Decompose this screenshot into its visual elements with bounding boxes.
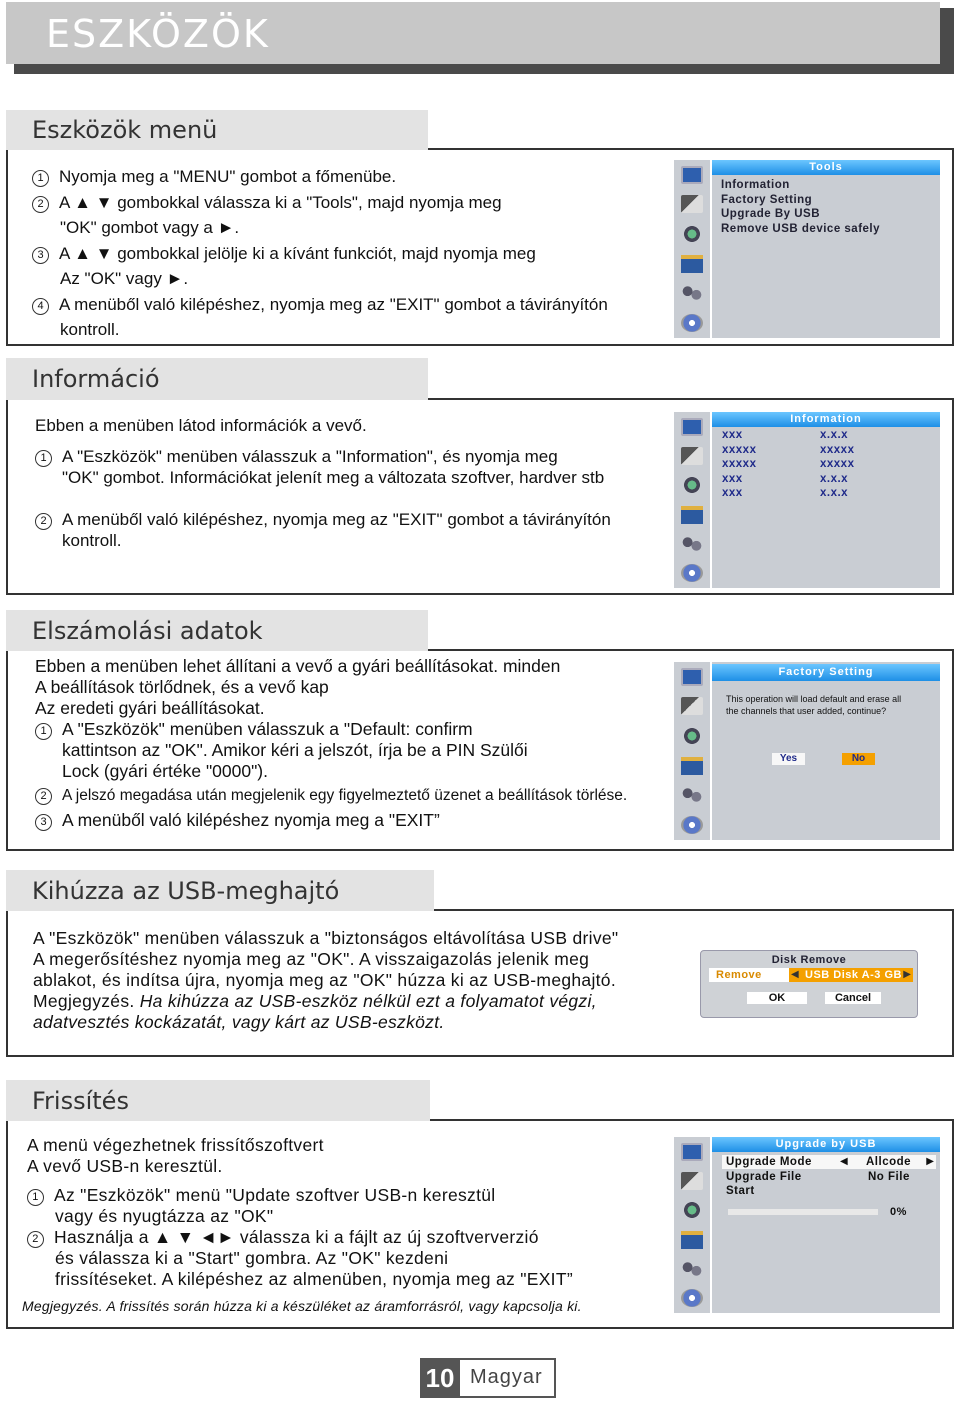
step-4-marker: 4 [32, 298, 49, 315]
upgrade-screen-title: Upgrade by USB [712, 1137, 940, 1152]
tools-screen [712, 160, 940, 338]
disk-remove-dialog [700, 950, 918, 1018]
upgrade-text [27, 1135, 573, 1290]
text-line: ablakot, és indítsa újra, nyomja meg az "OK" húzza ki az USB-meghajtó. [33, 970, 616, 990]
info-label: xxx [722, 429, 743, 441]
text-line: és válassza ki a "Start" gombra. Az "OK" kezdeni [55, 1248, 449, 1268]
people-icon [681, 786, 703, 804]
tools-icon [681, 195, 703, 213]
gear-icon [681, 225, 703, 243]
info-icon-column [674, 412, 710, 588]
info-value: x.x.x [820, 429, 849, 441]
text-line: kattintson az "OK". Amikor kéri a jelszót, írja be a PIN Szülői [62, 740, 528, 760]
information-screen [712, 412, 940, 588]
info-labels [722, 428, 756, 501]
upgrade-file-value: No File [868, 1171, 910, 1183]
information-screen-title: Information [712, 412, 940, 427]
text-line: A jelszó megadása után megjelenik egy figyelmeztető üzenet a beállítások törlése. [62, 787, 628, 804]
page-title: ESZKÖZÖK [46, 12, 270, 56]
disk-remove-title: Disk Remove [771, 954, 847, 966]
factory-screen-title: Factory Setting [712, 664, 940, 681]
factory-icon-column [674, 662, 710, 840]
arrow-right-icon[interactable]: ▶ [926, 1156, 934, 1167]
factory-text [35, 656, 627, 831]
info-value: xxxxx [820, 458, 855, 470]
text-line: Az "OK" vagy ►. [60, 269, 189, 288]
text-line: Lock (gyári értéke "0000"). [62, 761, 268, 781]
info-value: xxxxx [820, 443, 855, 456]
tools-screen-title: Tools [712, 160, 940, 175]
menu-item-information[interactable]: Information [721, 179, 790, 191]
text-line: "OK" gombot. Információkat jelenít meg a változata szoftver, hardver stb [62, 468, 605, 487]
menu-item-remove-usb[interactable]: Remove USB device safely [721, 222, 881, 235]
monitor-icon [681, 418, 703, 436]
arrow-left-icon[interactable]: ◀ [840, 1156, 848, 1167]
page-language: Magyar [470, 1366, 543, 1388]
section-title-tools-menu: Eszközök menü [6, 110, 428, 150]
usb-remove-text [33, 928, 618, 1033]
info-values [820, 428, 854, 501]
text-line: A "Eszközök" menüben válasszuk a "Information", és nyomja meg [62, 447, 558, 466]
step-2-marker: 2 [27, 1231, 44, 1248]
upgrade-note: Megjegyzés. A frissítés során húzza ki a készüléket az áramforrásról, vagy kapcsolja ki. [22, 1298, 582, 1314]
text-line: Nyomja meg a "MENU" gombot a főmenübe. [59, 167, 397, 186]
text-line: kontroll. [62, 531, 122, 550]
gear-icon [681, 727, 703, 745]
upgrade-file-label[interactable]: Upgrade File [726, 1171, 802, 1183]
people-icon [681, 1260, 703, 1278]
cancel-button[interactable]: Cancel [825, 992, 881, 1004]
info-label: xxx [722, 472, 743, 485]
gear-icon [681, 476, 703, 494]
factory-screen [712, 662, 940, 840]
note-label: Megjegyzés. [33, 991, 135, 1011]
step-1-marker: 1 [35, 723, 52, 740]
step-2-marker: 2 [35, 788, 52, 805]
info-value: x.x.x [820, 472, 849, 485]
section-title-upgrade: Frissítés [6, 1080, 430, 1121]
disk-selector[interactable] [789, 968, 913, 982]
menu-item-upgrade-usb[interactable]: Upgrade By USB [721, 208, 821, 220]
section-title-factory-setting: Elszámolási adatok [6, 610, 428, 651]
section-title-information: Információ [6, 358, 428, 400]
disc-icon [681, 1289, 703, 1307]
menu-icon-column [674, 160, 710, 338]
no-button[interactable]: No [842, 753, 875, 765]
text-line: A menüből való kilépéshez, nyomja meg az "EXIT" gombot a távirányítón [59, 294, 608, 314]
people-icon [681, 535, 703, 553]
page-number: 10 [420, 1358, 460, 1398]
folder-icon [681, 757, 703, 775]
disc-icon [681, 564, 703, 582]
text-line: A beállítások törlődnek, és a vevő kap [35, 677, 329, 697]
info-label: xxx [722, 487, 743, 499]
text-line: "OK" gombot vagy a ►. [60, 218, 240, 237]
remove-label: Remove [716, 969, 762, 981]
note-text: Ha kihúzza az USB-eszköz nélkül ezt a folyamatot végzi, [139, 991, 597, 1011]
factory-warning-line: This operation will load default and erase all [726, 694, 902, 704]
text-line: A menüből való kilépéshez nyomja meg a "EXIT” [62, 810, 440, 830]
disc-icon [681, 314, 703, 332]
text-line: A menüből való kilépéshez, nyomja meg az "EXIT" gombot a távirányítón [62, 510, 611, 529]
monitor-icon [681, 1143, 703, 1161]
step-1-marker: 1 [27, 1189, 44, 1206]
header-bar [6, 2, 940, 64]
ok-button[interactable]: OK [747, 992, 807, 1004]
progress-track [728, 1209, 878, 1215]
yes-button[interactable]: Yes [772, 753, 805, 765]
upgrade-mode-label: Upgrade Mode [726, 1156, 812, 1168]
disk-value: USB Disk A-3 GB [805, 969, 902, 981]
folder-icon [681, 506, 703, 524]
text-line: kontroll. [60, 320, 120, 339]
text-line: A "Eszközök" menüben válasszuk a "Default: confirm [62, 719, 473, 739]
tools-icon [681, 697, 703, 715]
step-3-marker: 3 [35, 814, 52, 831]
text-line: Használja a ▲ ▼ ◄► válassza ki a fájlt az új szoftververzió [54, 1227, 539, 1247]
step-1-marker: 1 [35, 450, 52, 467]
disk-remove-row[interactable] [709, 968, 913, 982]
people-icon [681, 284, 703, 302]
upgrade-mode-value: Allcode [866, 1156, 912, 1168]
text-line: Az eredeti gyári beállításokat. [35, 698, 265, 718]
text-line: Az "Eszközök" menü "Update szoftver USB-n keresztül [54, 1185, 496, 1205]
tools-icon [681, 447, 703, 465]
step-3-marker: 3 [32, 247, 49, 264]
upgrade-icon-column [674, 1137, 710, 1313]
text-line: A ▲ ▼ gombokkal válassza ki a "Tools", majd nyomja meg [59, 192, 502, 212]
step-2-marker: 2 [35, 513, 52, 530]
monitor-icon [681, 166, 703, 184]
upgrade-mode-row[interactable] [722, 1155, 936, 1169]
tools-icon [681, 1172, 703, 1190]
step-1-marker: 1 [32, 170, 49, 187]
text-line: vagy és nyugtázza az "OK" [55, 1206, 274, 1226]
text-line: Ebben a menüben lehet állítani a vevő a gyári beállításokat. minden [35, 656, 561, 676]
information-text [35, 415, 611, 551]
disc-icon [681, 816, 703, 834]
text-line: A megerősítéshez nyomja meg az "OK". A visszaigazolás jelenik meg [33, 949, 590, 969]
folder-icon [681, 255, 703, 273]
factory-warning-line: the channels that user added, continue? [726, 706, 887, 716]
arrow-left-icon[interactable]: ◀ [791, 969, 799, 980]
gear-icon [681, 1201, 703, 1219]
text-line: A menü végezhetnek frissítőszoftvert [27, 1135, 324, 1155]
info-value: x.x.x [820, 487, 849, 499]
text-line: frissítéseket. A kilépéshez az almenüben, nyomja meg az "EXIT” [55, 1269, 573, 1289]
info-label: xxxxx [722, 443, 757, 456]
text-line: A vevő USB-n keresztül. [27, 1156, 223, 1176]
section-title-usb-remove: Kihúzza az USB-meghajtó [6, 870, 434, 911]
tools-menu-text [32, 164, 608, 343]
step-2-marker: 2 [32, 196, 49, 213]
text-line: Ebben a menüben látod információk a vevő. [35, 416, 367, 435]
upgrade-screen [712, 1137, 940, 1313]
folder-icon [681, 1231, 703, 1249]
text-line: A ▲ ▼ gombokkal jelölje ki a kívánt funkciót, majd nyomja meg [59, 243, 536, 263]
monitor-icon [681, 668, 703, 686]
progress-text: 0% [890, 1206, 907, 1218]
start-button[interactable]: Start [726, 1185, 755, 1197]
text-line: A "Eszközök" menüben válasszuk a "biztonságos eltávolítása USB drive" [33, 928, 619, 948]
note-text: adatvesztés kockázatát, vagy kárt az USB-eszközt. [33, 1012, 445, 1032]
info-label: xxxxx [722, 458, 757, 470]
arrow-right-icon[interactable]: ▶ [903, 969, 911, 980]
menu-item-factory-setting[interactable]: Factory Setting [721, 193, 813, 206]
